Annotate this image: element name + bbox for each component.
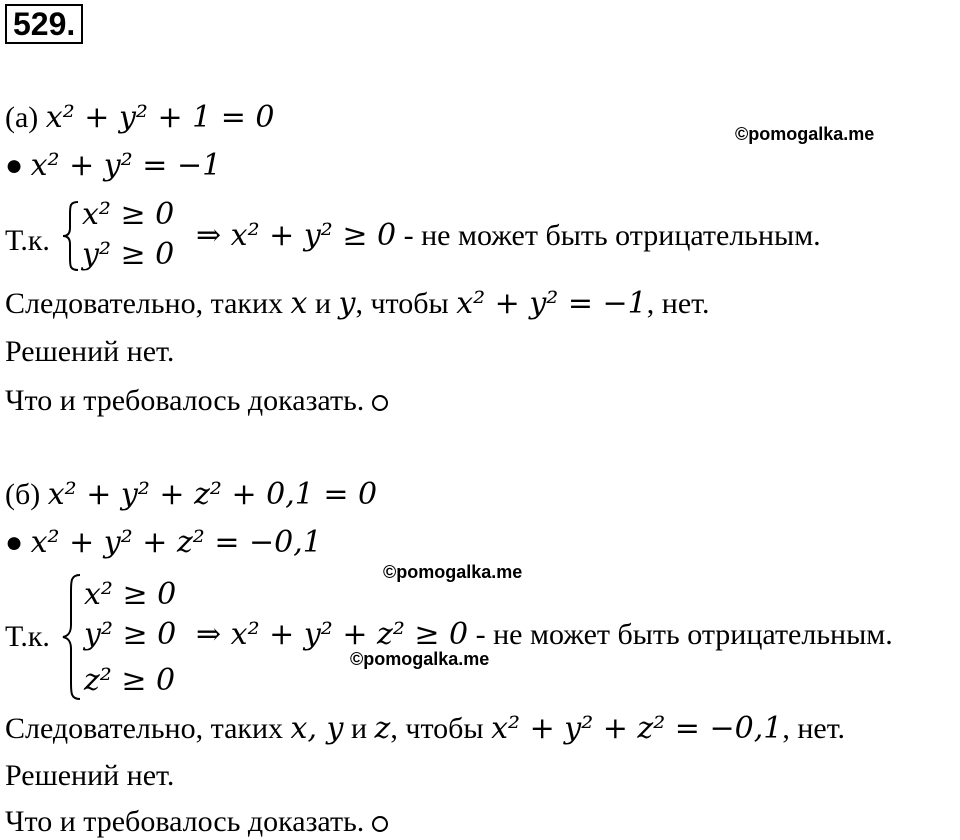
vars-xy: x, y bbox=[290, 711, 344, 746]
part-b-system-row: y² ≥ 0 bbox=[84, 617, 177, 652]
watermark: ©pomogalka.me bbox=[383, 562, 523, 582]
part-b-label: (б) bbox=[5, 478, 41, 511]
part-b-equation-line bbox=[5, 477, 377, 513]
part-a-implication-line bbox=[196, 218, 821, 254]
conclusion-text: Следовательно, таких bbox=[5, 287, 284, 320]
qed-circle-icon bbox=[372, 395, 388, 411]
part-a-system-row: x² ≥ 0 bbox=[82, 197, 175, 232]
part-a-conclusion bbox=[5, 286, 710, 322]
part-b-qed-line bbox=[5, 804, 388, 840]
conclusion-mid: , чтобы bbox=[390, 712, 484, 745]
part-b-tk: Т.к. bbox=[5, 620, 50, 653]
var-y: y bbox=[338, 286, 356, 321]
part-a-tk: Т.к. bbox=[5, 224, 50, 257]
watermark: ©pomogalka.me bbox=[350, 649, 490, 669]
conclusion-mid: , чтобы bbox=[355, 287, 449, 320]
conclusion-end: , нет. bbox=[782, 712, 846, 745]
part-a-no-solutions: Решений нет. bbox=[5, 335, 175, 368]
part-a-equation-line bbox=[5, 100, 275, 136]
part-b-implication: ⇒ x² + y² + z² ≥ 0 bbox=[196, 617, 469, 652]
part-b-system-row: x² ≥ 0 bbox=[84, 577, 177, 612]
left-brace-icon bbox=[62, 200, 80, 272]
part-b-comment: - не может быть отрицательным. bbox=[475, 618, 893, 651]
part-a-system-row: y² ≥ 0 bbox=[82, 237, 175, 272]
part-a-step-line bbox=[5, 148, 221, 184]
left-brace-icon bbox=[62, 573, 82, 701]
conclusion-equation: x² + y² = −1 bbox=[456, 286, 647, 321]
part-b-step-line bbox=[5, 525, 322, 561]
part-b-no-solutions: Решений нет. bbox=[5, 759, 175, 792]
part-b-system-row: z² ≥ 0 bbox=[84, 663, 176, 698]
conclusion-text: Следовательно, таких bbox=[5, 712, 284, 745]
part-b-conclusion bbox=[5, 711, 845, 747]
part-a-comment: - не может быть отрицательным. bbox=[403, 219, 821, 252]
part-b-qed: Что и требовалось доказать. bbox=[5, 805, 365, 838]
conclusion-end: , нет. bbox=[646, 287, 710, 320]
qed-circle-icon bbox=[372, 816, 388, 832]
part-a-qed: Что и требовалось доказать. bbox=[5, 384, 365, 417]
part-b-equation: x² + y² + z² + 0,1 = 0 bbox=[47, 477, 378, 512]
conclusion-equation: x² + y² + z² = −0,1 bbox=[491, 711, 783, 746]
part-a-implication: ⇒ x² + y² ≥ 0 bbox=[196, 218, 397, 253]
conclusion-and: и bbox=[314, 287, 332, 320]
part-a-step: x² + y² = −1 bbox=[30, 148, 222, 183]
conclusion-and: и bbox=[350, 712, 368, 745]
problem-number: 529. bbox=[5, 4, 83, 44]
var-x: x bbox=[290, 286, 308, 321]
part-a-equation: x² + y² + 1 = 0 bbox=[45, 100, 275, 135]
bullet-icon: ● bbox=[5, 526, 24, 559]
var-z: z bbox=[374, 711, 391, 746]
watermark: ©pomogalka.me bbox=[735, 124, 875, 144]
part-a-qed-line bbox=[5, 383, 388, 419]
part-a-label: (а) bbox=[5, 101, 39, 134]
part-b-implication-line bbox=[196, 617, 893, 653]
bullet-icon: ● bbox=[5, 149, 24, 182]
part-b-step: x² + y² + z² = −0,1 bbox=[30, 525, 322, 560]
